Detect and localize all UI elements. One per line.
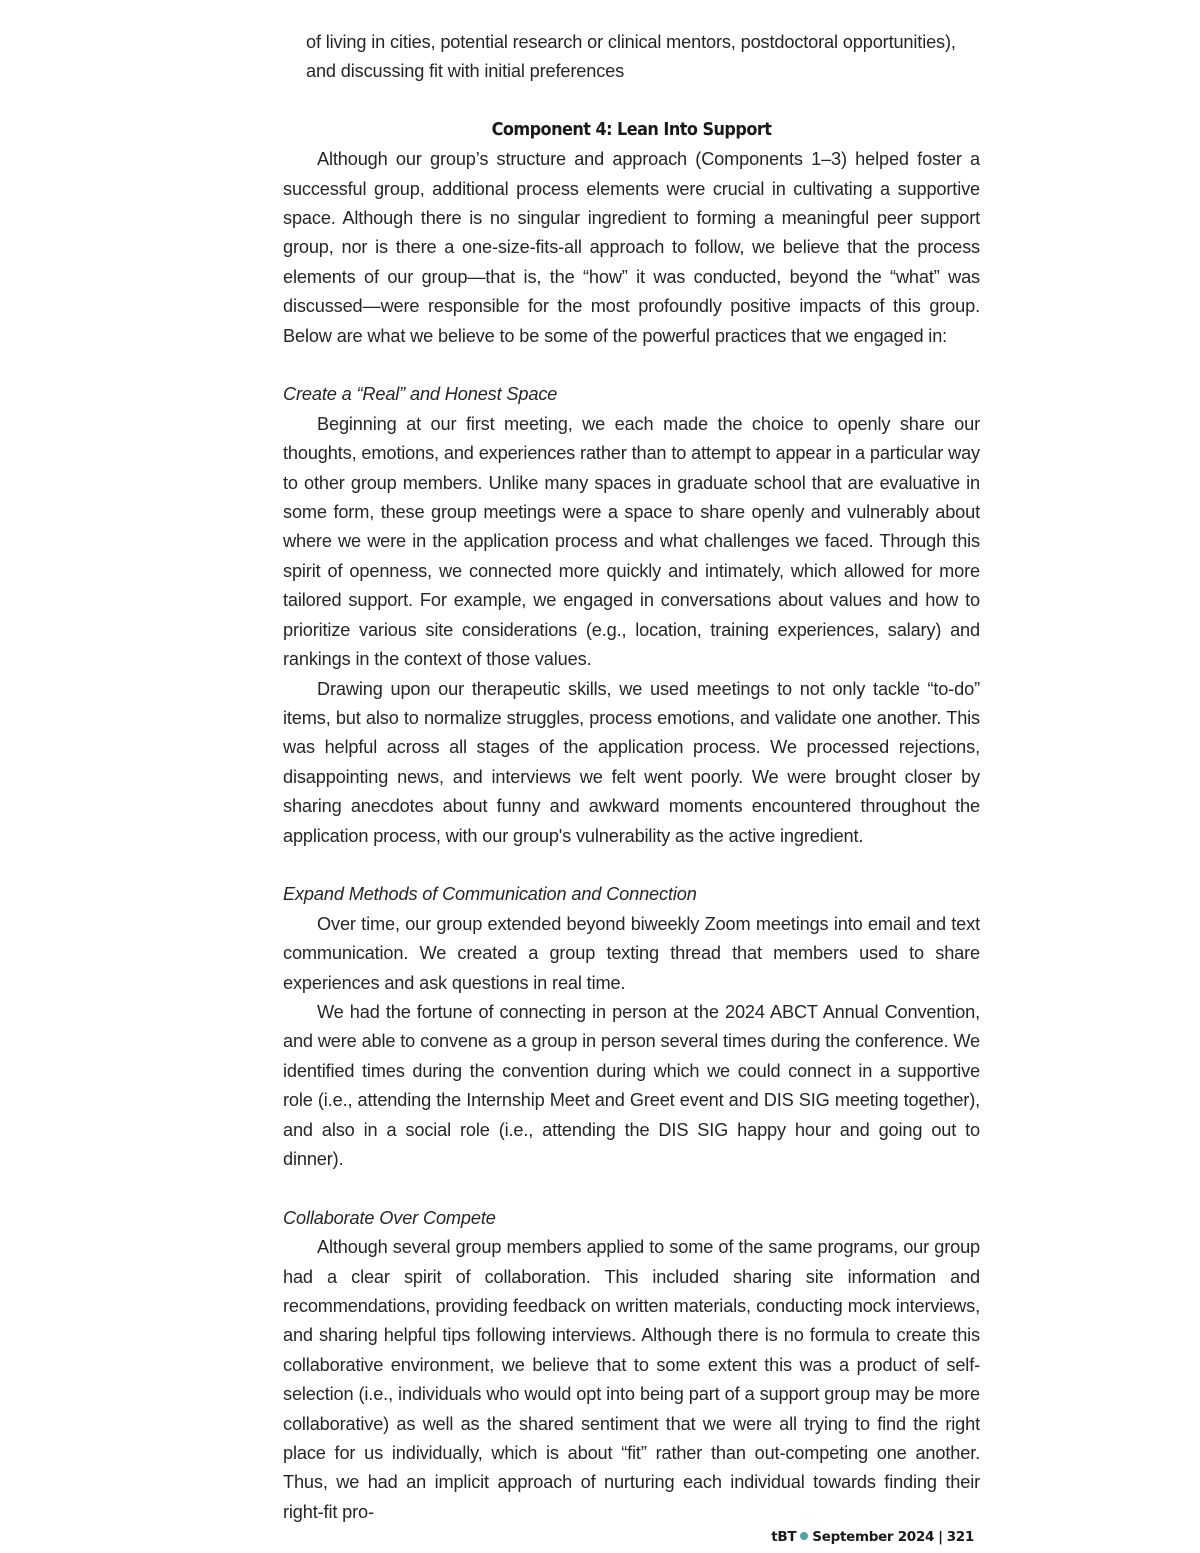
continued-list-item: of living in cities, potential research or clinical mentors, postdoctoral opportunities), and discussing fit with initial preferences bbox=[306, 32, 956, 82]
subheading-real-honest-space: Create a “Real” and Honest Space bbox=[283, 384, 558, 405]
subheading-collaborate-over-compete: Collaborate Over Compete bbox=[283, 1207, 496, 1228]
article-column bbox=[283, 28, 980, 1527]
page-number: 321 bbox=[946, 1529, 974, 1545]
paragraph: Over time, our group extended beyond biweekly Zoom meetings into email and text communication. We created a group texting thread that members used to share experiences and ask questions in real time. bbox=[283, 913, 980, 993]
separator-bar: | bbox=[938, 1529, 943, 1545]
journal-name: tBT bbox=[771, 1529, 797, 1545]
separator-dot-icon bbox=[800, 1532, 808, 1540]
issue-date: September 2024 bbox=[812, 1529, 935, 1545]
paragraph: We had the fortune of connecting in person at the 2024 ABCT Annual Convention, and were able to convene as a group in person several times during the conference. We identified times during the convention during which we could connect in a supportive role (i.e., attending the Internship Meet and Greet event and DIS SIG meeting together), and also in a social role (i.e., attending the DIS SIG happy hour and going out to dinner). bbox=[283, 1001, 980, 1169]
section-heading: Component 4: Lean Into Support bbox=[491, 119, 772, 140]
intro-paragraph: Although our group’s structure and approach (Components 1–3) helped foster a successful group, additional process elements were crucial in cultivating a supportive space. Although there is no singular ingredient to forming a meaningful peer support group, nor is there a one-size-fits-all approach to follow, we believe that the process elements of our group—that is, the “how” it was conducted, beyond the “what” was discussed—were responsible for the most profoundly positive impacts of this group. Below are what we believe to be some of the powerful practices that we engaged in: bbox=[283, 149, 980, 346]
page-footer bbox=[771, 1529, 974, 1545]
subheading-expand-communication: Expand Methods of Communication and Connection bbox=[283, 884, 697, 905]
paragraph: Drawing upon our therapeutic skills, we used meetings to not only tackle “to-do” items, but also to normalize struggles, process emotions, and validate one another. This was helpful across all stages of the application process. We processed rejections, disappointing news, and interviews we felt went poorly. We were brought closer by sharing anecdotes about funny and awkward moments encountered throughout the application process, with our group's vulnerability as the active ingredient. bbox=[283, 678, 980, 846]
paragraph: Beginning at our first meeting, we each made the choice to openly share our thoughts, emotions, and experiences rather than to attempt to appear in a particular way to other group members. Unlike many spaces in graduate school that are evaluative in some form, these group meetings were a space to share openly and vulnerably about where we were in the application process and what challenges we faced. Through this spirit of openness, we connected more quickly and intimately, which allowed for more tailored support. For example, we engaged in conversations about values and how to prioritize various site considerations (e.g., location, training experiences, salary) and rankings in the context of those values. bbox=[283, 413, 980, 670]
paragraph: Although several group members applied to some of the same programs, our group had a clear spirit of collaboration. This included sharing site information and recommendations, providing feedback on written materials, conducting mock interviews, and sharing helpful tips following interviews. Although there is no formula to create this collaborative environment, we believe that to some extent this was a product of self-selection (i.e., individuals who would opt into being part of a support group may be more collaborative) as well as the shared sentiment that we were all trying to find the right place for us individually, which is about “fit” rather than out-competing one another. Thus, we had an implicit approach of nurturing each individual towards finding their right-fit pro- bbox=[283, 1237, 980, 1522]
